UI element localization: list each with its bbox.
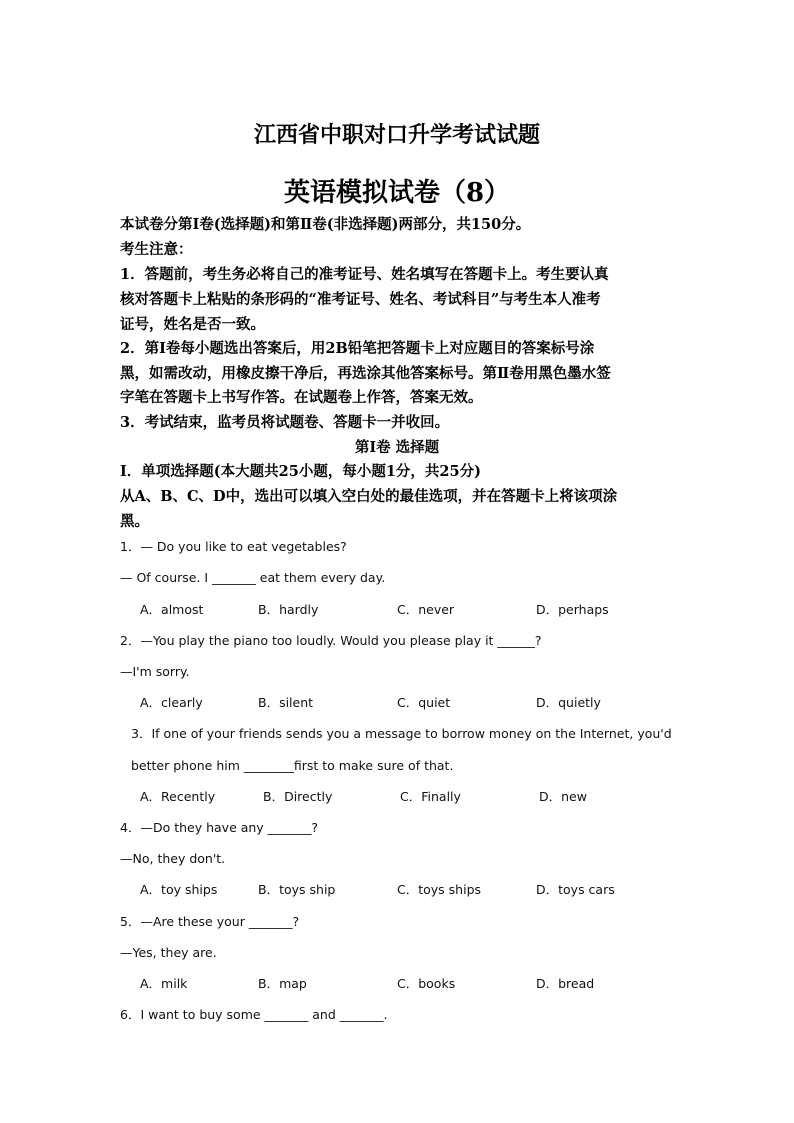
question-5-option-c: C．books bbox=[397, 976, 456, 991]
question-1-line-1: 1．— Do you like to eat vegetables? bbox=[120, 539, 347, 554]
question-1-option-a: A．almost bbox=[140, 602, 204, 617]
question-4-option-a: A．toy ships bbox=[140, 882, 218, 897]
question-2-line-2: —I'm sorry. bbox=[120, 664, 190, 679]
question-3-option-c: C．Finally bbox=[400, 789, 461, 804]
notice-item-3: 3．考试结束，监考员将试题卷、答题卡一并收回。 bbox=[120, 414, 450, 431]
question-3-option-a: A．Recently bbox=[140, 789, 216, 804]
notice-item-2-line-1: 2．第Ⅰ卷每小题选出答案后，用2B铅笔把答题卡上对应题目的答案标号涂 bbox=[120, 340, 595, 357]
question-5-option-b: B．map bbox=[258, 976, 307, 991]
question-1-line-2: — Of course. I _______ eat them every day. bbox=[120, 570, 386, 585]
question-2-option-a: A．clearly bbox=[140, 695, 203, 710]
part-title: 第Ⅰ卷 选择题 bbox=[354, 439, 440, 456]
notice-item-1-line-3: 证号，姓名是否一致。 bbox=[120, 316, 265, 333]
question-1-option-b: B．hardly bbox=[258, 602, 319, 617]
notice-item-1-line-2: 核对答题卡上粘贴的条形码的“准考证号、姓名、考试科目”与考生本人准考 bbox=[120, 291, 601, 308]
question-4-line-1: 4．—Do they have any _______? bbox=[120, 820, 319, 835]
question-4-option-b: B．toys ship bbox=[258, 882, 336, 897]
section-instruction-line-1: 从A、B、C、D中，选出可以填入空白处的最佳选项，并在答题卡上将该项涂 bbox=[120, 488, 618, 505]
question-3-option-d: D．new bbox=[539, 789, 587, 804]
notice-heading: 考生注意： bbox=[120, 241, 193, 258]
exam-intro: 本试卷分第Ⅰ卷(选择题)和第Ⅱ卷(非选择题)两部分，共150分。 bbox=[120, 216, 531, 233]
section-instruction-line-2: 黑。 bbox=[120, 513, 149, 530]
question-6-line-1: 6．I want to buy some _______ and _______. bbox=[120, 1007, 388, 1022]
question-4-option-c: C．toys ships bbox=[397, 882, 482, 897]
question-3-option-b: B．Directly bbox=[263, 789, 333, 804]
question-5-option-d: D．bread bbox=[536, 976, 595, 991]
question-2-option-d: D．quietly bbox=[536, 695, 601, 710]
question-2-option-c: C．quiet bbox=[397, 695, 451, 710]
question-3-line-2: better phone him ________first to make sure of that. bbox=[131, 758, 454, 773]
notice-item-2-line-2: 黑，如需改动，用橡皮擦干净后，再选涂其他答案标号。第Ⅱ卷用黑色墨水签 bbox=[120, 365, 611, 382]
section-heading: Ⅰ．单项选择题(本大题共25小题，每小题1分，共25分) bbox=[120, 463, 481, 480]
question-1-option-d: D．perhaps bbox=[536, 602, 609, 617]
question-1-option-c: C．never bbox=[397, 602, 455, 617]
question-5-line-1: 5．—Are these your _______? bbox=[120, 914, 300, 929]
question-4-line-2: —No, they don't. bbox=[120, 851, 226, 866]
exam-title: 江西省中职对口升学考试试题 bbox=[253, 122, 540, 148]
question-5-option-a: A．milk bbox=[140, 976, 188, 991]
question-2-line-1: 2．—You play the piano too loudly. Would you please play it ______? bbox=[120, 633, 542, 648]
question-5-line-2: —Yes, they are. bbox=[120, 945, 217, 960]
question-2-option-b: B．silent bbox=[258, 695, 314, 710]
question-3-line-1: 3．If one of your friends sends you a message to borrow money on the Internet, you'd bbox=[131, 726, 672, 741]
notice-item-2-line-3: 字笔在答题卡上书写作答。在试题卷上作答，答案无效。 bbox=[120, 389, 483, 406]
notice-item-1-line-1: 1．答题前，考生务必将自己的准考证号、姓名填写在答题卡上。考生要认真 bbox=[120, 266, 609, 283]
exam-subtitle: 英语模拟试卷（8） bbox=[283, 178, 511, 208]
question-4-option-d: D．toys cars bbox=[536, 882, 615, 897]
